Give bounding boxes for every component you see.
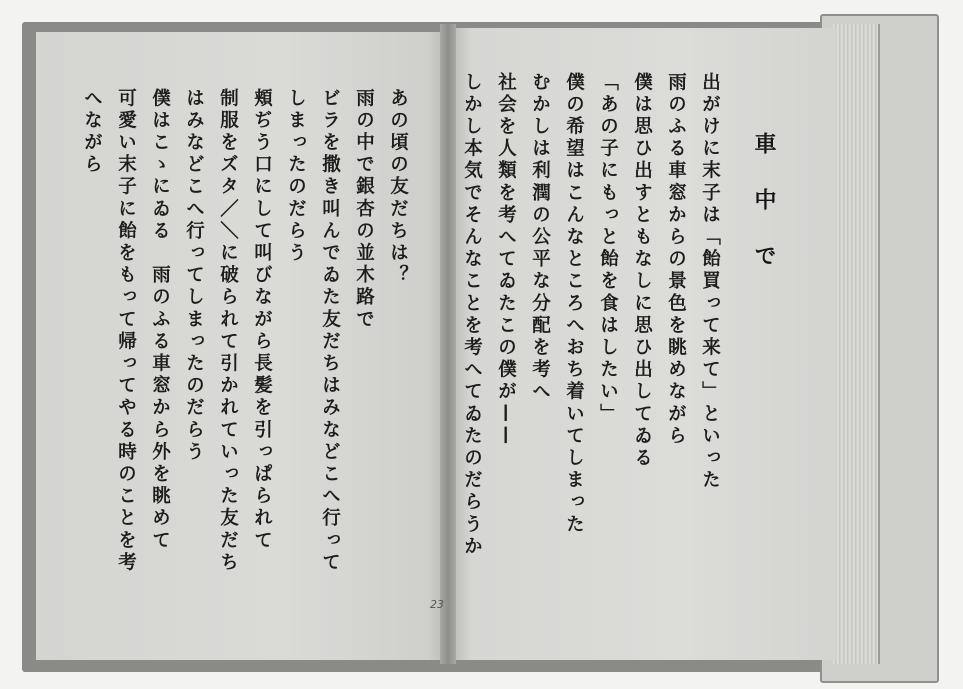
text-line: 僕はこゝにゐる 雨のふる車窓から外を眺めて xyxy=(149,88,171,553)
text-line: 出がけに末子は「飴買って来て」といった xyxy=(699,72,721,492)
text-line: ビラを撒き叫んでゐた友だちはみなどこへ行って xyxy=(319,88,341,575)
text-line: 雨のふる車窓からの景色を眺めながら xyxy=(665,72,687,448)
text-line: 僕は思ひ出すともなしに思ひ出してゐる xyxy=(631,72,653,470)
text-line: あの頃の友だちは？ xyxy=(387,88,409,287)
text-line: へながら xyxy=(81,88,103,177)
book-gutter xyxy=(440,24,456,664)
text-line: しまったのだらう xyxy=(285,88,307,265)
text-line: しかし本気でそんなことを考へてゐたのだらうか xyxy=(461,72,483,559)
page-title: 車中で xyxy=(751,132,776,300)
right-page xyxy=(448,28,836,660)
text-line: 制服をズタ／＼に破られて引かれていった友だち xyxy=(217,88,239,575)
page-edges xyxy=(832,24,880,664)
page-number: 23 xyxy=(430,598,444,611)
text-line: 頬ぢう口にして叫びながら長髪を引っぱられて xyxy=(251,88,273,553)
text-line: はみなどこへ行ってしまったのだらう xyxy=(183,88,205,464)
text-line: 雨の中で銀杏の並木路で xyxy=(353,88,375,332)
text-line: 「あの子にもっと飴を食はしたい」 xyxy=(597,72,619,426)
text-line: 可愛い末子に飴をもって帰ってやる時のことを考 xyxy=(115,88,137,575)
text-line: むかしは利潤の公平な分配を考へ xyxy=(529,72,551,404)
left-page xyxy=(36,32,448,660)
text-line: 社会を人類を考へてゐたこの僕が—— xyxy=(495,72,517,448)
text-line: 僕の希望はこんなところへおち着いてしまった xyxy=(563,72,585,537)
